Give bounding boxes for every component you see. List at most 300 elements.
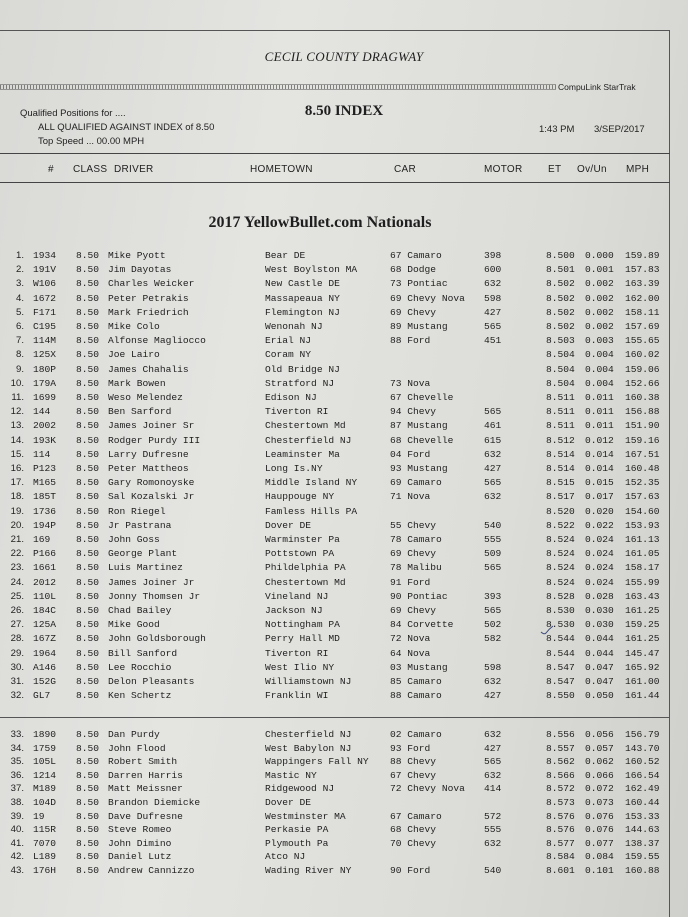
mph-cell: 159.16: [625, 434, 660, 446]
ov-un-cell: 0.084: [585, 851, 614, 863]
mph-cell: 157.63: [625, 491, 660, 503]
class-cell: 8.50: [76, 363, 100, 375]
et-cell: 8.504: [546, 377, 575, 389]
motor-cell: 427: [484, 463, 502, 474]
ov-un-cell: 0.004: [585, 349, 614, 361]
car-number-cell: C195: [33, 321, 57, 332]
class-cell: 8.50: [76, 278, 100, 290]
mph-cell: 165.92: [625, 661, 660, 673]
car-number-cell: 1661: [33, 562, 57, 574]
ov-un-cell: 0.014: [585, 448, 614, 460]
ov-un-cell: 0.011: [585, 406, 614, 418]
mph-cell: 153.33: [625, 810, 660, 822]
ov-un-cell: 0.047: [585, 661, 614, 673]
car-number-cell: F171: [33, 306, 57, 318]
car-number-cell: 152G: [33, 676, 57, 687]
report-date: 3/SEP/2017: [594, 124, 645, 135]
table-row: [0, 796, 688, 809]
motor-cell: 540: [484, 519, 502, 531]
class-cell: 8.50: [76, 548, 100, 560]
class-cell: 8.50: [76, 647, 100, 659]
car-cell: 68 Chevelle: [390, 434, 454, 446]
car-cell: 68 Dodge: [390, 264, 437, 276]
motor-cell: 600: [484, 264, 502, 276]
car-cell: 72 Chevy Nova: [390, 783, 465, 795]
motor-cell: 598: [484, 292, 502, 304]
table-row: [0, 419, 688, 432]
table-row: [0, 348, 688, 361]
et-cell: 8.576: [546, 810, 575, 822]
position-cell: 2.: [15, 264, 24, 276]
driver-cell: Darren Harris: [108, 769, 183, 781]
motor-cell: 565: [484, 477, 502, 489]
mph-cell: 161.25: [625, 605, 660, 616]
class-cell: 8.50: [76, 742, 100, 754]
et-cell: 8.544: [546, 633, 575, 645]
position-cell: 28.: [10, 633, 24, 645]
hometown-cell: Jackson NJ: [265, 605, 323, 616]
motor-cell: 632: [484, 837, 502, 849]
et-cell: 8.520: [546, 505, 575, 517]
et-cell: 8.524: [546, 548, 575, 560]
car-number-cell: 193K: [33, 434, 57, 446]
col-header-car: CAR: [394, 164, 417, 175]
ov-un-cell: 0.030: [585, 619, 614, 631]
motor-cell: 565: [484, 321, 502, 332]
table-row: [0, 434, 688, 447]
hometown-cell: Stratford NJ: [265, 377, 335, 389]
mph-cell: 160.88: [625, 865, 660, 876]
hometown-cell: Middle Island NY: [265, 477, 358, 489]
car-cell: 72 Nova: [390, 633, 431, 645]
position-cell: 21.: [10, 534, 24, 545]
position-cell: 9.: [15, 363, 24, 375]
table-row: [0, 632, 688, 645]
motor-cell: 632: [484, 491, 502, 503]
motor-cell: 555: [484, 824, 502, 836]
car-cell: 69 Chevy: [390, 306, 437, 318]
class-cell: 8.50: [76, 810, 100, 822]
hometown-cell: Chesterfield NJ: [265, 434, 352, 446]
et-cell: 8.566: [546, 769, 575, 781]
car-cell: 70 Chevy: [390, 837, 437, 849]
ov-un-cell: 0.000: [585, 250, 614, 261]
class-cell: 8.50: [76, 406, 100, 418]
mph-cell: 153.93: [625, 519, 660, 531]
col-header-driver: DRIVER: [114, 164, 154, 175]
position-cell: 24.: [10, 576, 24, 588]
table-row: [0, 618, 688, 631]
mph-cell: 158.17: [625, 562, 660, 574]
motor-cell: 427: [484, 306, 502, 318]
table-row: [0, 448, 688, 461]
table-row: [0, 590, 688, 603]
position-cell: 30.: [10, 661, 24, 673]
car-cell: 94 Chevy: [390, 406, 437, 418]
car-number-cell: 167Z: [33, 633, 57, 645]
table-row: [0, 604, 688, 617]
class-cell: 8.50: [76, 534, 100, 545]
et-cell: 8.512: [546, 434, 575, 446]
et-cell: 8.547: [546, 676, 575, 687]
class-cell: 8.50: [76, 491, 100, 503]
motor-cell: 540: [484, 865, 502, 876]
driver-cell: James Chahalis: [108, 363, 189, 375]
ov-un-cell: 0.044: [585, 633, 614, 645]
mph-cell: 161.00: [625, 676, 660, 687]
mph-cell: 160.48: [625, 463, 660, 474]
class-cell: 8.50: [76, 590, 100, 602]
motor-cell: 632: [484, 278, 502, 290]
motor-cell: 427: [484, 690, 502, 702]
driver-cell: Delon Pleasants: [108, 676, 195, 687]
car-cell: 64 Nova: [390, 647, 431, 659]
driver-cell: Steve Romeo: [108, 824, 172, 836]
car-cell: 02 Camaro: [390, 729, 442, 740]
et-cell: 8.528: [546, 590, 575, 602]
car-number-cell: 1699: [33, 392, 57, 403]
car-cell: 88 Chevy: [390, 756, 437, 768]
driver-cell: Luis Martinez: [108, 562, 183, 574]
ov-un-cell: 0.011: [585, 420, 614, 432]
table-row: [0, 755, 688, 768]
driver-cell: Lee Rocchio: [108, 661, 172, 673]
hometown-cell: Erial NJ: [265, 335, 312, 347]
car-number-cell: 185T: [33, 491, 57, 503]
motor-cell: 632: [484, 448, 502, 460]
position-cell: 12.: [10, 406, 24, 418]
driver-cell: Bill Sanford: [108, 647, 178, 659]
class-cell: 8.50: [76, 729, 100, 740]
car-cell: 78 Camaro: [390, 534, 442, 545]
hometown-cell: Wenonah NJ: [265, 321, 323, 332]
hometown-cell: Westminster MA: [265, 810, 346, 822]
et-cell: 8.500: [546, 250, 575, 261]
qualified-against-label: ALL QUALIFIED AGAINST INDEX of 8.50: [38, 122, 215, 133]
ov-un-cell: 0.066: [585, 769, 614, 781]
car-number-cell: 1214: [33, 769, 57, 781]
ov-un-cell: 0.072: [585, 783, 614, 795]
mph-cell: 162.00: [625, 292, 660, 304]
col-header-class: CLASS: [73, 164, 108, 175]
ov-un-cell: 0.047: [585, 676, 614, 687]
driver-cell: Rodger Purdy III: [108, 434, 201, 446]
et-cell: 8.557: [546, 742, 575, 754]
hometown-cell: Dover DE: [265, 797, 312, 808]
position-cell: 37.: [10, 783, 24, 795]
class-cell: 8.50: [76, 292, 100, 304]
position-cell: 26.: [10, 605, 24, 616]
ov-un-cell: 0.002: [585, 306, 614, 318]
table-row: [0, 391, 688, 404]
car-cell: 68 Chevy: [390, 824, 437, 836]
car-number-cell: M189: [33, 783, 57, 795]
hometown-cell: Perkasie PA: [265, 824, 329, 836]
table-row: [0, 864, 688, 877]
position-cell: 36.: [10, 769, 24, 781]
vendor-label: CompuLink StarTrak: [558, 82, 636, 92]
driver-cell: Dave Dufresne: [108, 810, 183, 822]
mph-cell: 159.06: [625, 363, 660, 375]
table-row: [0, 647, 688, 660]
ov-un-cell: 0.024: [585, 576, 614, 588]
car-number-cell: 1736: [33, 505, 57, 517]
cutoff-rule: [0, 717, 670, 718]
driver-cell: Ken Schertz: [108, 690, 172, 702]
driver-cell: Peter Petrakis: [108, 292, 189, 304]
hometown-cell: West Boylston MA: [265, 264, 358, 276]
class-cell: 8.50: [76, 448, 100, 460]
mph-cell: 159.25: [625, 619, 660, 631]
col-header-ov-un: Ov/Un: [577, 164, 607, 175]
mph-cell: 163.43: [625, 590, 660, 602]
position-cell: 43.: [10, 865, 24, 876]
ov-un-cell: 0.057: [585, 742, 614, 754]
ov-un-cell: 0.101: [585, 865, 614, 876]
pen-check-mark: [540, 624, 554, 636]
ov-un-cell: 0.022: [585, 519, 614, 531]
et-cell: 8.584: [546, 851, 575, 863]
class-cell: 8.50: [76, 420, 100, 432]
car-number-cell: 2012: [33, 576, 57, 588]
car-cell: 88 Camaro: [390, 690, 442, 702]
car-cell: 55 Chevy: [390, 519, 437, 531]
et-cell: 8.562: [546, 756, 575, 768]
car-number-cell: P166: [33, 548, 57, 560]
motor-cell: 398: [484, 250, 502, 261]
et-cell: 8.502: [546, 321, 575, 332]
car-cell: 93 Mustang: [390, 463, 448, 474]
ov-un-cell: 0.020: [585, 505, 614, 517]
hometown-cell: Perry Hall MD: [265, 633, 340, 645]
class-cell: 8.50: [76, 250, 100, 261]
class-cell: 8.50: [76, 824, 100, 836]
et-cell: 8.515: [546, 477, 575, 489]
position-cell: 8.: [15, 349, 24, 361]
position-cell: 23.: [10, 562, 24, 574]
driver-cell: James Joiner Sr: [108, 420, 195, 432]
car-cell: 90 Ford: [390, 865, 431, 876]
hometown-cell: Old Bridge NJ: [265, 363, 340, 375]
position-cell: 22.: [10, 548, 24, 560]
car-number-cell: 104D: [33, 797, 57, 808]
class-cell: 8.50: [76, 306, 100, 318]
hometown-cell: New Castle DE: [265, 278, 340, 290]
class-cell: 8.50: [76, 505, 100, 517]
position-cell: 1.: [15, 250, 24, 261]
mph-cell: 160.02: [625, 349, 660, 361]
mph-cell: 161.05: [625, 548, 660, 560]
class-cell: 8.50: [76, 519, 100, 531]
class-cell: 8.50: [76, 797, 100, 808]
hometown-cell: Massapeaua NY: [265, 292, 340, 304]
car-number-cell: 1964: [33, 647, 57, 659]
class-cell: 8.50: [76, 321, 100, 332]
car-number-cell: 105L: [33, 756, 57, 768]
car-number-cell: 1934: [33, 250, 57, 261]
ov-un-cell: 0.002: [585, 321, 614, 332]
car-number-cell: 7070: [33, 837, 57, 849]
car-cell: 67 Camaro: [390, 810, 442, 822]
col-header-mph: MPH: [626, 164, 650, 175]
hometown-cell: Franklin WI: [265, 690, 329, 702]
car-number-cell: L189: [33, 851, 57, 863]
position-cell: 14.: [10, 434, 24, 446]
car-number-cell: 191V: [33, 264, 57, 276]
table-row: [0, 850, 688, 863]
position-cell: 33.: [10, 729, 24, 740]
car-cell: 69 Chevy: [390, 548, 437, 560]
driver-cell: Robert Smith: [108, 756, 178, 768]
class-cell: 8.50: [76, 605, 100, 616]
car-number-cell: 180P: [33, 363, 57, 375]
class-cell: 8.50: [76, 377, 100, 389]
header-rule: [0, 153, 670, 154]
ov-un-cell: 0.003: [585, 335, 614, 347]
car-number-cell: 114M: [33, 335, 57, 347]
et-cell: 8.502: [546, 278, 575, 290]
table-row: [0, 661, 688, 674]
hometown-cell: Vineland NJ: [265, 590, 329, 602]
motor-cell: 555: [484, 534, 502, 545]
mph-cell: 161.13: [625, 534, 660, 545]
car-number-cell: 115R: [33, 824, 57, 836]
hometown-cell: Plymouth Pa: [265, 837, 329, 849]
driver-cell: John Dimino: [108, 837, 172, 849]
driver-cell: Joe Lairo: [108, 349, 160, 361]
table-row: [0, 782, 688, 795]
class-cell: 8.50: [76, 769, 100, 781]
track-name: CECIL COUNTY DRAGWAY: [264, 49, 424, 64]
car-number-cell: 194P: [33, 519, 57, 531]
car-cell: 71 Nova: [390, 491, 431, 503]
ov-un-cell: 0.076: [585, 824, 614, 836]
et-cell: 8.573: [546, 797, 575, 808]
car-cell: 67 Chevy: [390, 769, 437, 781]
et-cell: 8.504: [546, 349, 575, 361]
position-cell: 38.: [10, 797, 24, 808]
ov-un-cell: 0.024: [585, 548, 614, 560]
col-header-motor: MOTOR: [484, 164, 523, 175]
hometown-cell: Famless Hills PA: [265, 505, 358, 517]
table-row: [0, 728, 688, 741]
class-cell: 8.50: [76, 661, 100, 673]
position-cell: 10.: [10, 377, 24, 389]
ov-un-cell: 0.044: [585, 647, 614, 659]
hometown-cell: Wappingers Fall NY: [265, 756, 369, 768]
driver-cell: Brandon Diemicke: [108, 797, 201, 808]
hometown-cell: Edison NJ: [265, 392, 317, 403]
mph-cell: 167.51: [625, 448, 660, 460]
car-cell: 88 Ford: [390, 335, 431, 347]
hometown-cell: Williamstown NJ: [265, 676, 352, 687]
driver-cell: Weso Melendez: [108, 392, 183, 403]
hometown-cell: West Babylon NJ: [265, 742, 352, 754]
car-number-cell: W106: [33, 278, 57, 290]
class-cell: 8.50: [76, 676, 100, 687]
table-row: [0, 689, 688, 702]
et-cell: 8.522: [546, 519, 575, 531]
motor-cell: 632: [484, 729, 502, 740]
driver-cell: Gary Romonoyske: [108, 477, 195, 489]
class-cell: 8.50: [76, 562, 100, 574]
mph-cell: 159.55: [625, 851, 660, 863]
car-number-cell: 125A: [33, 619, 57, 631]
mph-cell: 160.38: [625, 392, 660, 403]
position-cell: 20.: [10, 519, 24, 531]
ov-un-cell: 0.004: [585, 363, 614, 375]
position-cell: 16.: [10, 463, 24, 474]
driver-cell: Ron Riegel: [108, 505, 166, 517]
report-time: 1:43 PM: [539, 124, 575, 135]
driver-cell: Sal Kozalski Jr: [108, 491, 195, 503]
table-row: [0, 363, 688, 376]
hometown-cell: Chestertown Md: [265, 576, 346, 588]
motor-cell: 502: [484, 619, 502, 631]
mph-cell: 151.90: [625, 420, 660, 432]
ov-un-cell: 0.014: [585, 463, 614, 474]
driver-cell: Dan Purdy: [108, 729, 160, 740]
ov-un-cell: 0.002: [585, 292, 614, 304]
mph-cell: 162.49: [625, 783, 660, 795]
motor-cell: 427: [484, 742, 502, 754]
class-cell: 8.50: [76, 783, 100, 795]
driver-cell: Alfonse Magliocco: [108, 335, 206, 347]
table-row: [0, 249, 688, 262]
hometown-cell: Pottstown PA: [265, 548, 335, 560]
class-cell: 8.50: [76, 865, 100, 876]
hometown-cell: Long Is.NY: [265, 463, 323, 474]
car-number-cell: 169: [33, 534, 51, 545]
et-cell: 8.572: [546, 783, 575, 795]
mph-cell: 163.39: [625, 278, 660, 290]
table-row: [0, 823, 688, 836]
motor-cell: 509: [484, 548, 502, 560]
position-cell: 19.: [10, 505, 24, 517]
table-row: [0, 561, 688, 574]
car-cell: 90 Pontiac: [390, 590, 448, 602]
position-cell: 40.: [10, 824, 24, 836]
class-cell: 8.50: [76, 837, 100, 849]
class-cell: 8.50: [76, 756, 100, 768]
ov-un-cell: 0.056: [585, 729, 614, 740]
column-header-rule: [0, 182, 670, 183]
table-row: [0, 742, 688, 755]
driver-cell: Mark Friedrich: [108, 306, 189, 318]
position-cell: 5.: [15, 306, 24, 318]
car-number-cell: GL7: [33, 690, 51, 702]
col-header-et: ET: [548, 164, 562, 175]
hometown-cell: Warminster Pa: [265, 534, 340, 545]
motor-cell: 565: [484, 406, 502, 418]
et-cell: 8.504: [546, 363, 575, 375]
mph-cell: 155.65: [625, 335, 660, 347]
class-cell: 8.50: [76, 335, 100, 347]
hometown-cell: Ridgewood NJ: [265, 783, 335, 795]
driver-cell: Daniel Lutz: [108, 851, 172, 863]
class-cell: 8.50: [76, 463, 100, 474]
et-cell: 8.530: [546, 605, 575, 616]
position-cell: 41.: [10, 837, 24, 849]
table-row: [0, 476, 688, 489]
mph-cell: 144.63: [625, 824, 660, 836]
hometown-cell: Atco NJ: [265, 851, 306, 863]
et-cell: 8.547: [546, 661, 575, 673]
class-cell: 8.50: [76, 477, 100, 489]
car-cell: 93 Ford: [390, 742, 431, 754]
position-cell: 32.: [10, 690, 24, 702]
car-number-cell: 110L: [33, 590, 57, 602]
